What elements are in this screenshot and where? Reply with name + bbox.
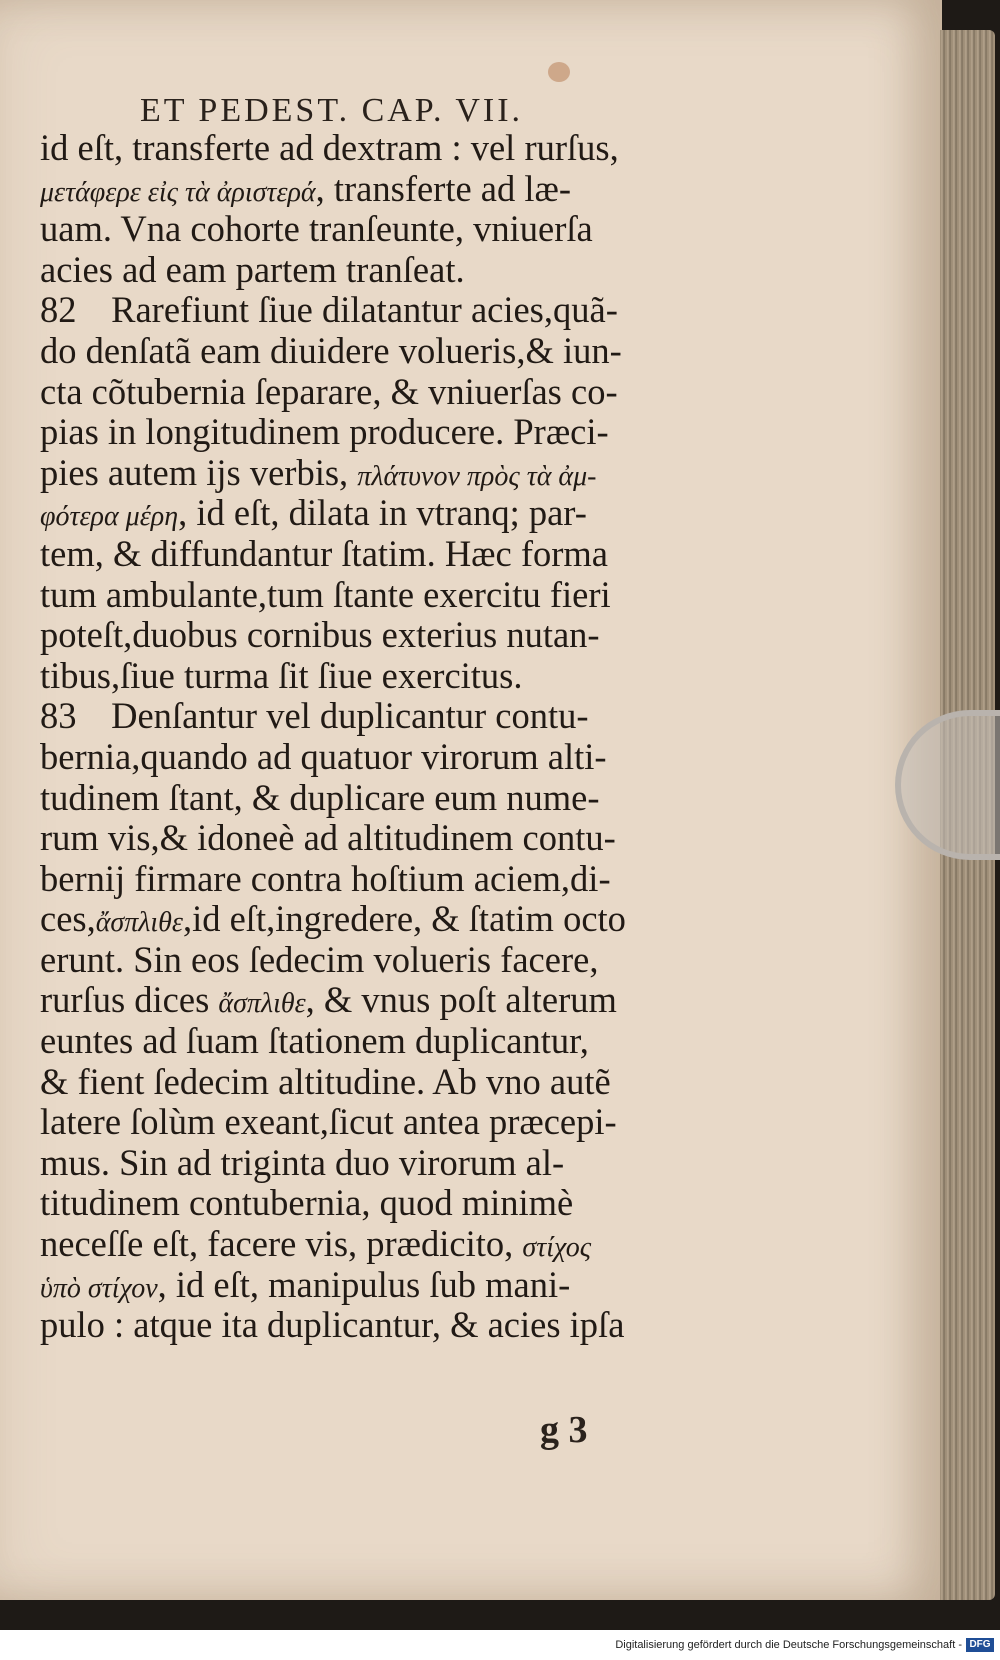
text-line	[40, 1021, 760, 1062]
page-stain	[548, 62, 570, 82]
text-line	[40, 331, 760, 372]
greek-phrase: ἄσπλιθε	[218, 988, 306, 1020]
text-line	[40, 940, 760, 981]
text-run: , id eſt, manipulus ſub mani-	[157, 1263, 571, 1305]
text-run: cta cõtubernia ſeparare, & vniuerſas co-	[40, 370, 618, 412]
text-run: tem, & diffundantur ſtatim. Hæc forma	[40, 532, 608, 574]
greek-phrase: μετάφερε εἰς τὰ ἀριστερά	[40, 176, 316, 208]
text-line	[40, 290, 760, 331]
text-run: do denſatã eam diuidere volueris,& iun-	[40, 329, 622, 371]
text-line	[40, 1265, 760, 1306]
text-run: pulo : atque ita duplicantur, & acies ipſa	[40, 1304, 625, 1346]
text-line	[40, 493, 760, 534]
dfg-logo: DFG	[966, 1638, 994, 1652]
text-run: tum ambulante,tum ſtante exercitu fieri	[40, 573, 611, 615]
text-line	[40, 575, 760, 616]
text-line	[40, 250, 760, 291]
text-run: rum vis,& idoneè ad altitudinem contu-	[40, 817, 616, 859]
text-line	[40, 412, 760, 453]
greek-phrase: ὑπὸ στίχον	[40, 1272, 158, 1304]
text-line	[40, 615, 760, 656]
text-line	[40, 899, 760, 940]
text-run: uam. Vna cohorte tranſeunte, vniuerſa	[40, 208, 593, 250]
text-run: erunt. Sin eos ſedecim volueris facere,	[40, 938, 599, 980]
text-line	[40, 1102, 760, 1143]
text-line	[40, 696, 760, 737]
footer-credit: Digitalisierung gefördert durch die Deutsche Forschungsgemeinschaft -	[615, 1639, 962, 1651]
text-line	[40, 1062, 760, 1103]
text-line	[40, 980, 760, 1021]
greek-phrase: ἄσπλιθε	[95, 907, 183, 939]
text-line	[40, 1143, 760, 1184]
text-run: euntes ad ſuam ſtationem duplicantur,	[40, 1020, 589, 1062]
text-run: acies ad eam partem tranſeat.	[40, 248, 465, 290]
text-run: tudinem ſtant, & duplicare eum nume-	[40, 776, 600, 818]
text-run: , & vnus poſt alterum	[305, 979, 617, 1021]
text-run: mus. Sin ad triginta duo virorum al-	[40, 1141, 565, 1183]
text-run: tibus,ſiue turma ſit ſiue exercitus.	[40, 654, 523, 696]
text-line	[40, 169, 760, 210]
text-run: neceſſe eſt, facere vis, prædicito,	[40, 1223, 523, 1265]
text-run: titudinem contubernia, quod minimè	[40, 1182, 574, 1224]
text-line	[40, 656, 760, 697]
text-run: ,id eſt,ingredere, & ſtatim octo	[182, 898, 626, 940]
text-run: ces,	[40, 898, 96, 940]
text-run: pies autem ijs verbis,	[40, 451, 358, 493]
text-run: & fient ſedecim altitudine. Ab vno autẽ	[40, 1060, 611, 1102]
text-run: latere ſolùm exeant,ſicut antea præcepi-	[40, 1101, 617, 1143]
body-text	[40, 128, 760, 1346]
text-line	[40, 372, 760, 413]
text-line	[40, 1224, 760, 1265]
text-line	[40, 209, 760, 250]
paragraph-number: 82	[40, 289, 77, 331]
text-run: rurſus dices	[40, 979, 219, 1021]
text-line	[40, 859, 760, 900]
greek-phrase: πλάτυνον πρὸς τὰ ἀμ-	[357, 460, 597, 492]
text-line	[40, 1183, 760, 1224]
text-line	[40, 818, 760, 859]
text-line	[40, 737, 760, 778]
text-run: pias in longitudinem producere. Præci-	[40, 411, 609, 453]
text-line	[40, 453, 760, 494]
text-run: Rarefiunt ſiue dilatantur acies,quã-	[102, 289, 618, 331]
text-line	[40, 534, 760, 575]
text-run: , id eſt, dilata in vtranq; par-	[178, 492, 587, 534]
paragraph-number: 83	[40, 695, 77, 737]
text-run: poteſt,duobus cornibus exterius nutan-	[40, 614, 600, 656]
text-run: bernij firmare contra hoſtium aciem,di-	[40, 857, 611, 899]
text-run: , transferte ad læ-	[315, 167, 572, 209]
text-line	[40, 778, 760, 819]
text-run: bernia,quando ad quatuor virorum alti-	[40, 735, 607, 777]
signature-mark: g 3	[540, 1409, 588, 1451]
greek-phrase: φότερα μέρη	[40, 501, 179, 533]
running-head: ET PEDEST. CAP. VII.	[140, 92, 524, 129]
text-line	[40, 128, 760, 169]
greek-phrase: στίχος	[522, 1232, 592, 1264]
footer-bar	[0, 1630, 1000, 1660]
text-line	[40, 1305, 760, 1346]
text-run: Denſantur vel duplicantur contu-	[102, 695, 589, 737]
text-run: id eſt, transferte ad dextram : vel rurſus,	[40, 127, 619, 168]
